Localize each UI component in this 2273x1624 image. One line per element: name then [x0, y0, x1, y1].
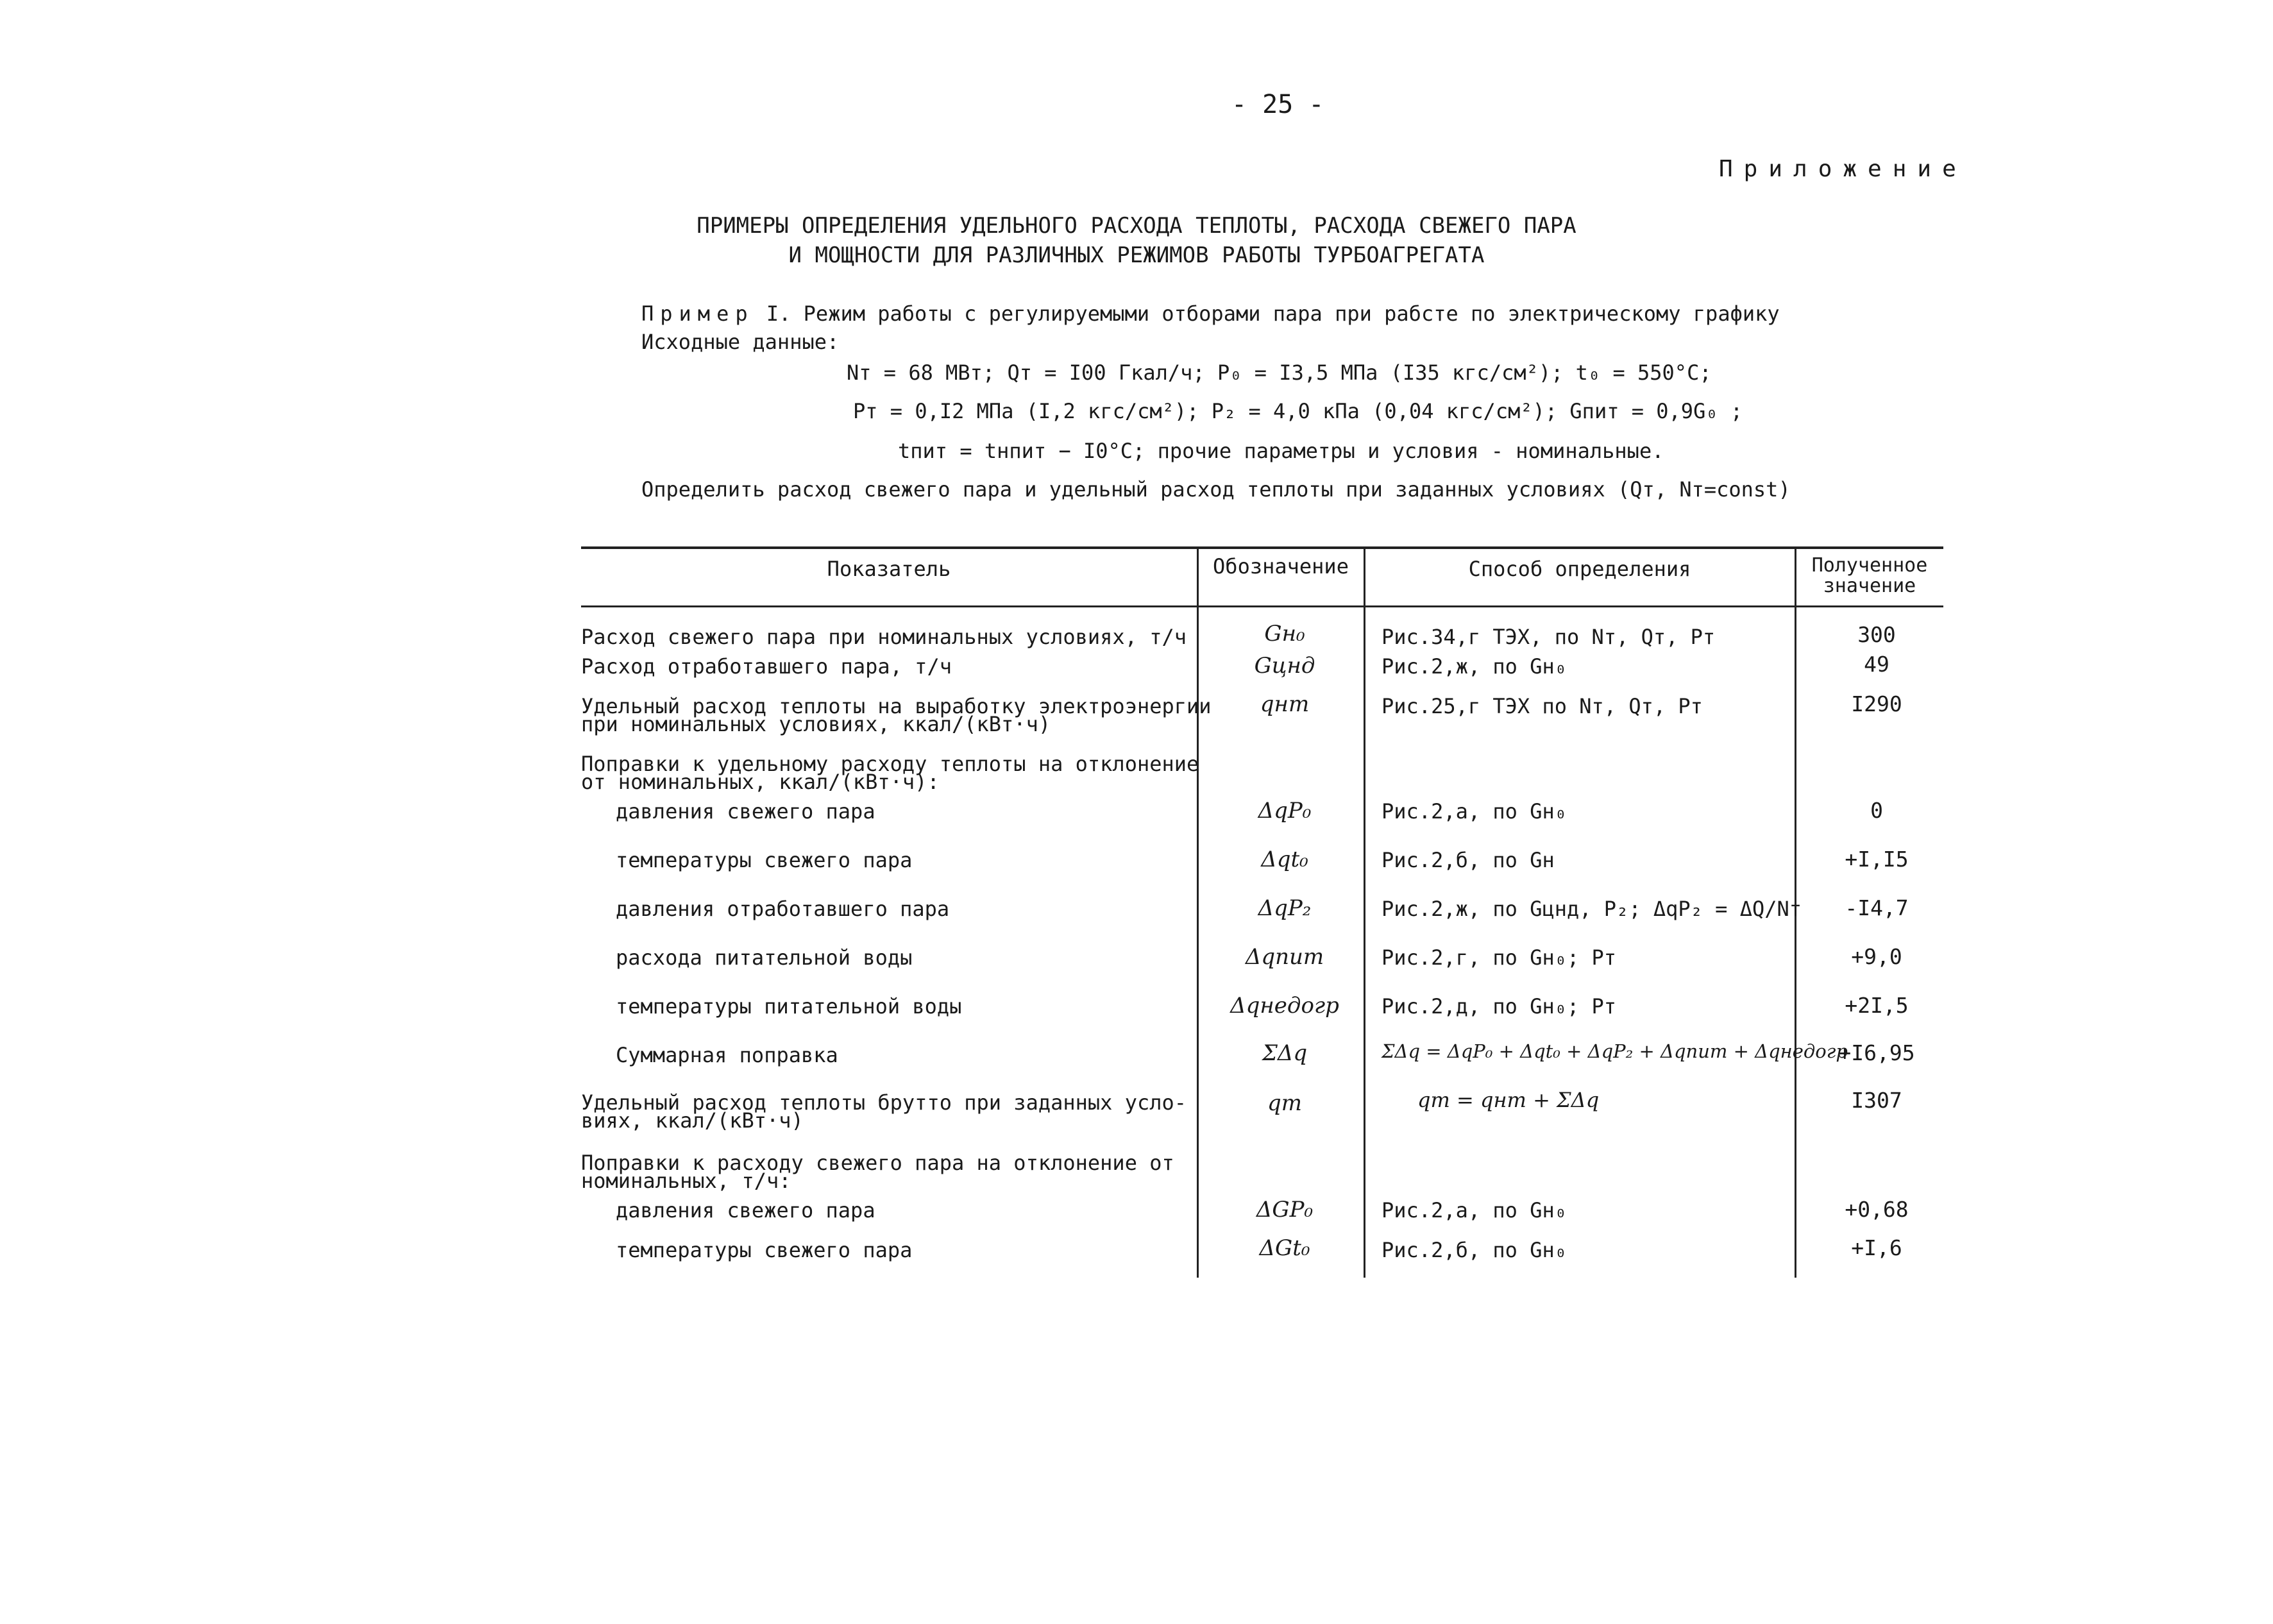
header-indicator: Показатель [827, 557, 951, 581]
row-value: 49 [1864, 652, 1889, 677]
section-heading-line2: номинальных, т/ч: [581, 1169, 791, 1193]
row-indicator: давления свежего пара [616, 1198, 875, 1222]
source-data-label: Исходные данные: [641, 330, 840, 354]
section-heading-line1: Поправки к удельному расходу теплоты на отклонение [581, 752, 1199, 776]
row-method: qт = qнт + ΣΔq [1417, 1088, 1600, 1112]
row-symbol: qнт [1260, 691, 1310, 717]
section-heading-line1: Поправки к расходу свежего пара на отклонение от [581, 1151, 1174, 1175]
row-symbol: Gцнд [1254, 653, 1315, 679]
row-symbol: qт [1267, 1090, 1302, 1116]
row-value: +I6,95 [1838, 1040, 1915, 1065]
row-symbol: ΔGt₀ [1259, 1235, 1310, 1261]
row-value: +I,6 [1851, 1235, 1902, 1260]
row-method: Рис.2,ж, по Gн₀ [1382, 654, 1567, 679]
row-symbol: Δqt₀ [1261, 847, 1308, 872]
title-line-1: ПРИМЕРЫ ОПРЕДЕЛЕНИЯ УДЕЛЬНОГО РАСХОДА ТЕПЛОТЫ, РАСХОДА СВЕЖЕГО ПАРА [697, 213, 1576, 239]
param-line-3: tпит = tнпит − I0°C; прочие параметры и условия - номинальные. [898, 439, 1664, 463]
row-method: Рис.34,г ТЭХ, по Nт, Qт, Pт [1382, 625, 1716, 649]
header-value-1: Полученное [1811, 554, 1928, 577]
row-value: -I4,7 [1845, 895, 1909, 920]
row-indicator-line2: виях, ккал/(кВт·ч) [581, 1108, 804, 1133]
example-heading [641, 301, 1780, 326]
row-symbol: Δqпит [1245, 944, 1324, 970]
row-value: +2I,5 [1845, 993, 1909, 1018]
row-indicator: температуры свежего пара [616, 848, 913, 872]
row-indicator: Суммарная поправка [616, 1043, 838, 1067]
row-symbol: ΔqP₀ [1258, 798, 1312, 824]
row-indicator-line2: при номинальных условиях, ккал/(кВт·ч) [581, 712, 1051, 736]
row-method: Рис.2,а, по Gн₀ [1382, 799, 1567, 824]
header-symbol: Обозначение [1213, 554, 1349, 579]
row-method: Рис.2,а, по Gн₀ [1382, 1198, 1567, 1222]
row-indicator: температуры питательной воды [616, 994, 962, 1019]
row-symbol: Δqнедогр [1230, 993, 1339, 1019]
row-indicator: расхода питательной воды [616, 945, 913, 970]
row-method: ΣΔq = ΔqP₀ + Δqt₀ + ΔqP₂ + Δqпит + Δqнедогр [1382, 1040, 1848, 1062]
table-col-divider-1 [1197, 546, 1199, 1278]
header-value-2: значение [1823, 575, 1916, 597]
row-method: Рис.2,б, по Gн [1382, 848, 1555, 872]
row-indicator-line1: Удельный расход теплоты на выработку электроэнергии [581, 694, 1212, 718]
row-symbol: ΣΔq [1262, 1040, 1308, 1066]
param-line-1: Nт = 68 МВт; Qт = I00 Гкал/ч; P₀ = I3,5 МПа (I35 кгс/см²); t₀ = 550°C; [847, 360, 1712, 385]
page-number: - 25 - [1231, 90, 1324, 119]
title-line-2: И МОЩНОСТИ ДЛЯ РАЗЛИЧНЫХ РЕЖИМОВ РАБОТЫ ТУРБОАГРЕГАТА [788, 242, 1485, 268]
row-indicator: давления свежего пара [616, 799, 875, 824]
example-text: I. Режим работы с регулируемыми отборами пара при рабсте по электрическому графику [766, 301, 1780, 326]
row-indicator: давления отработавшего пара [616, 897, 950, 921]
table-top-rule [581, 546, 1943, 549]
row-method: Рис.2,д, по Gн₀; Pт [1382, 994, 1617, 1019]
row-indicator-line1: Удельный расход теплоты брутто при заданных усло- [581, 1090, 1187, 1115]
row-value: 300 [1857, 622, 1896, 647]
row-value: 0 [1870, 798, 1883, 823]
row-indicator: температуры свежего пара [616, 1238, 913, 1262]
row-symbol: ΔqP₂ [1258, 895, 1312, 921]
row-value: +0,68 [1845, 1197, 1909, 1222]
example-label: Пример [641, 301, 754, 326]
row-symbol: Gн₀ [1264, 621, 1305, 647]
row-symbol: ΔGP₀ [1256, 1197, 1314, 1222]
row-value: I307 [1851, 1088, 1902, 1113]
row-method: Рис.2,б, по Gн₀ [1382, 1238, 1567, 1262]
param-line-2: Pт = 0,I2 МПа (I,2 кгс/см²); P₂ = 4,0 кПа (0,04 кгс/см²); Gпит = 0,9G₀ ; [853, 399, 1743, 423]
row-indicator: Расход свежего пара при номинальных условиях, т/ч [581, 625, 1187, 649]
row-method: Рис.2,г, по Gн₀; Pт [1382, 945, 1617, 970]
row-value: I290 [1851, 691, 1902, 716]
row-value: +I,I5 [1845, 847, 1909, 872]
header-method: Способ определения [1468, 557, 1691, 581]
row-value: +9,0 [1851, 944, 1902, 969]
section-heading-line2: от номинальных, ккал/(кВт·ч): [581, 770, 940, 794]
table-header-rule [581, 605, 1943, 607]
task-statement: Определить расход свежего пара и удельный расход теплоты при заданных условиях (Qт, Nт=const) [641, 477, 1791, 502]
row-method: Рис.25,г ТЭХ по Nт, Qт, Pт [1382, 694, 1703, 718]
row-method: Рис.2,ж, по Gцнд, P₂; ΔqP₂ = ΔQ/Nт [1382, 897, 1802, 921]
appendix-label: Приложение [1719, 156, 1967, 182]
row-indicator: Расход отработавшего пара, т/ч [581, 654, 952, 679]
